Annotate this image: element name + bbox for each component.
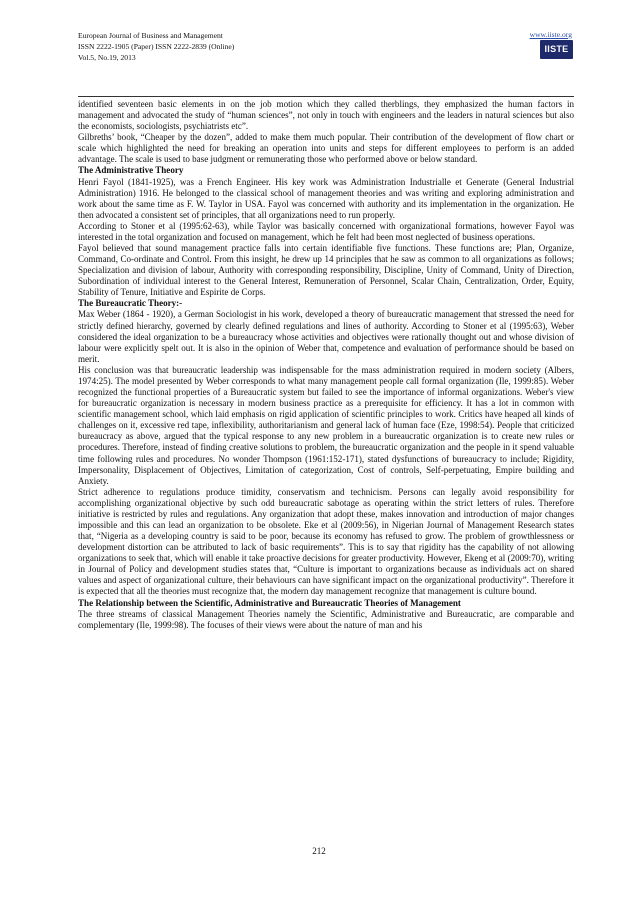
journal-title: European Journal of Business and Management [78, 31, 223, 40]
logo-text: IISTE [544, 44, 569, 54]
section-heading: The Relationship between the Scientific, Administrative and Bureaucratic Theories of Management [78, 597, 461, 608]
page-number: 212 [312, 846, 326, 856]
journal-volume: Vol.5, No.19, 2013 [78, 53, 136, 62]
section-heading: The Administrative Theory [78, 165, 184, 176]
section-heading: The Bureaucratic Theory:- [78, 298, 183, 309]
paragraph: Henri Fayol (1841-1925), was a French Engineer. His key work was Administration Industrialle et Generate (General Industrial Administration) 1916. He belonged to the classical school of management theories and was writing and exploring administration and work about the same time as F. W. Taylor in USA. Fayol was concerned with authority and its implementation in the organization. He then advocated a consistent set of principles, that all organizations need to run properly. [78, 176, 574, 220]
paragraph: The three streams of classical Management Theories namely the Scientific, Administrative and Bureaucratic, are comparable and complementary (Ile, 1999:98). The focuses of their views were about the nature of man and his [78, 608, 574, 630]
journal-url-link[interactable]: www.iiste.org [529, 30, 572, 39]
paragraph: According to Stoner et al (1995:62-63), while Taylor was basically concerned with organizational formations, however Fayol was interested in the total organization and focused on management, which he felt had been most neglected of business operations. [78, 220, 574, 242]
paragraph: identified seventeen basic elements in on the job motion which they called therblings, they emphasized the human factors in management and advocated the study of “human sciences”, not only in touch with engineers and the leaders in natural sciences but also the economists, sociologists, psychiatrists etc”. [78, 99, 574, 132]
paragraph: His conclusion was that bureaucratic leadership was indispensable for the mass administration required in modern society (Albers, 1974:25). The model presented by Weber corresponds to what many management people call formal organization (Ile, 1999:85). Weber recognized the functional properties of a Bureaucratic system but failed to see the importance of informal organizations. Weber's view for bureaucratic organization is necessary in modern business practice as a prerequisite for efficiency. It has a lot in common with scientific management school, which laid emphasis on rigid application of scientific principles to work. Critics have heaped all kinds of challenges on it, excessive red tape, inflexibility, authoritarianism and general lack of human face (Eze, 1998:54). People that criticized bureaucracy as above, argued that the typical response to any new problem in a bureaucratic organization is to create new rules or procedures. Therefore, instead of finding creative solutions to problem, the bureaucratic organization and the people in it spend valuable time following rules and procedures. No wonder Thompson (1961:152-171), stated dysfunctions of bureaucracy to include; Rigidity, Impersonality, Displacement of Objectives, Limitation of categorization, Cost of controls, Self-perpetuating, Empire building and Anxiety. [78, 364, 574, 486]
paragraph: Max Weber (1864 - 1920), a German Sociologist in his work, developed a theory of bureaucratic management that stressed the need for strictly defined hierarchy, governed by clearly defined regulations and lines of authority. According to Stoner et al (1995:63), Weber considered the ideal organization to be a bureaucracy whose activities and objectives were rationally thought out and whose division of labour were explicitly spelt out. It is also in the opinion of Weber that, competence and evaluation of performance should be based on merit. [78, 309, 574, 364]
paragraph: Strict adherence to regulations produce timidity, conservatism and technicism. Persons can legally avoid responsibility for accomplishing organizational objective by such odd bureaucratic sabotage as operating within the strict letters of rules. Therefore initiative is restricted by rules and regulations. Any organization that adopt these, makes innovation and introduction of major changes impossible and this can lead an organization to be obsolete. Eke et al (2009:56), in Nigerian Journal of Management Research states that, “Nigeria as a developing country is said to be poor, because its economy has refused to grow. The problem of growthlessness or development distortion can be attributed to lack of basic requirements”. This is to say that rigidity has the capability of not allowing organizations to seek that, which will enable it take proactive decisions for greater productivity. However, Ekeng et al (2009:70), writing in Journal of Policy and development studies states that, “Culture is important to organizations because as individuals act on shared values and aspect of organizational culture, their behaviours can have significant impact on the organizational productivity”. Therefore it is expected that all the theories must recognize that, the modern day management recognize that management is culture bound. [78, 486, 574, 597]
paragraph: Gilbreths’ book, “Cheaper by the dozen”, added to make them much popular. Their contribution of the development of flow chart or scale which highlighted the need for breaking an operation into units and steps for different employees to perform is an added advantage. The scale is used to base judgment or remunerating those who performed above or below standard. [78, 132, 574, 165]
paragraph: Fayol believed that sound management practice falls into certain identifiable five functions. These functions are; Plan, Organize, Command, Co-ordinate and Control. From this insight, he drew up 14 principles that he saw as common to all organizations as follows; Specialization and division of labour, Authority with corresponding responsibility, Discipline, Unity of Command, Unity of Direction, Subordination of individual interest to the General Interest, Remuneration of Personnel, Scalar Chain, Centralization, Order, Equity, Stability of Tenure, Initiative and Espirite de Corps. [78, 243, 574, 298]
iiste-logo [540, 40, 573, 59]
article-body [78, 99, 574, 631]
journal-issn: ISSN 2222-1905 (Paper) ISSN 2222-2839 (Online) [78, 42, 235, 51]
header-divider [78, 96, 574, 97]
journal-header [78, 30, 234, 63]
